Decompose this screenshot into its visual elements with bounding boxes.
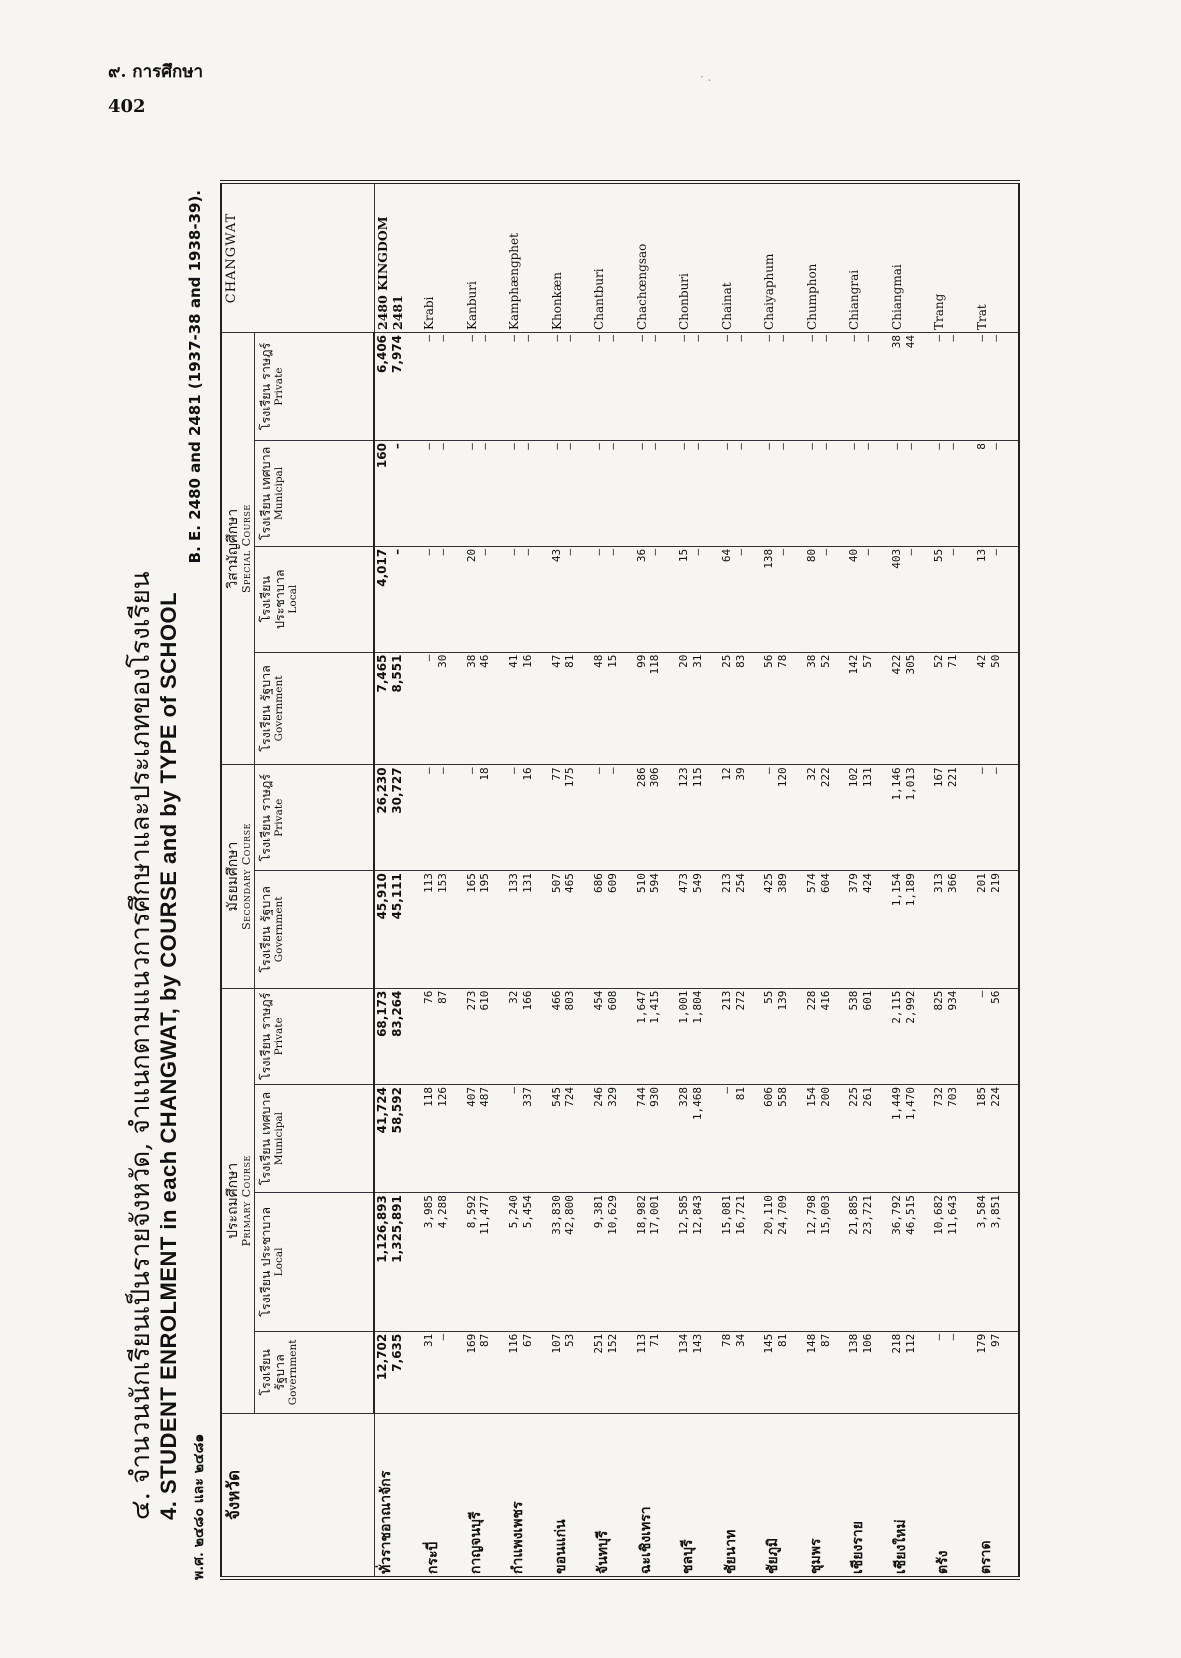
table-row [635,182,678,1578]
table-row [762,182,805,1578]
enrolment-value: 123 115 [677,765,720,871]
enrolment-value: 8 – [975,441,1019,547]
enrolment-value: 47 81 [550,652,593,765]
province-name-english: Trang [932,182,975,332]
secondary-course-header: มัธยมศึกษา Secondary Course [221,765,254,988]
enrolment-value: 26,230 30,727 [374,765,422,871]
enrolment-value: 422 305 [890,652,933,765]
enrolment-value: 38 52 [805,652,848,765]
enrolment-value: 68,173 83,264 [374,988,422,1084]
scan-speckle: · . [700,70,712,84]
province-name-english: Khonkæn [550,182,593,332]
enrolment-value: 213 254 [720,871,763,989]
enrolment-value: 218 112 [890,1331,933,1413]
enrolment-value: – – [422,332,465,440]
enrolment-value: 31 – [422,1331,465,1413]
enrolment-value: 48 15 [592,652,635,765]
enrolment-value: 165 195 [465,871,508,989]
table-title-thai: ๔. จำนวนนักเรียนเป็นรายจังหวัด, จำแนกตามแนวการศึกษาและประเภทของโรงเรียน [126,571,156,1520]
province-name-thai: กระบี่ [422,1414,465,1579]
enrolment-value: 41,724 58,592 [374,1085,422,1193]
enrolment-value: 138 – [762,546,805,652]
enrolment-value: – – [847,332,890,440]
enrolment-value: 45,910 45,111 [374,871,422,989]
enrolment-value: 113 153 [422,871,465,989]
enrolment-value: 407 487 [465,1085,508,1193]
enrolment-value: 113 71 [635,1331,678,1413]
enrolment-value: 134 143 [677,1331,720,1413]
enrolment-value: – – [507,332,550,440]
enrolment-value: 15,081 16,721 [720,1193,763,1332]
table-row [507,182,550,1578]
table-row [847,182,890,1578]
primary-course-header: ประถมศึกษา Primary Course [221,988,254,1413]
province-name-thai: กาญจนบุรี [465,1414,508,1579]
enrolment-value: 77 175 [550,765,593,871]
table-row [975,182,1019,1578]
enrolment-value: 251 152 [592,1331,635,1413]
province-name-english: Chaiyaphum [762,182,805,332]
enrolment-table [220,180,1020,1580]
enrolment-value: – – [975,765,1019,871]
table-row [465,182,508,1578]
enrolment-value: – – [932,332,975,440]
enrolment-value: 1,001 1,804 [677,988,720,1084]
page-number: 402 [108,96,146,117]
table-row [890,182,933,1578]
enrolment-value: 15 – [677,546,720,652]
enrolment-value: 99 118 [635,652,678,765]
enrolment-value: 686 609 [592,871,635,989]
enrolment-value: 1,126,893 1,325,891 [374,1193,422,1332]
enrolment-value: 20,110 24,709 [762,1193,805,1332]
enrolment-value: 138 106 [847,1331,890,1413]
enrolment-value: 41 16 [507,652,550,765]
province-name-thai: ชัยภูมิ [762,1414,805,1579]
enrolment-value: – – [762,441,805,547]
enrolment-value: – – [932,1331,975,1413]
enrolment-value: – 30 [422,652,465,765]
enrolment-value: 3,985 4,288 [422,1193,465,1332]
enrolment-value: 36,792 46,515 [890,1193,933,1332]
enrolment-value: 38 46 [465,652,508,765]
col-primary-private: โรงเรียน ราษฎร์ Private [254,988,374,1084]
enrolment-value: 606 558 [762,1085,805,1193]
enrolment-value: – – [890,441,933,547]
province-name-english: Trat [975,182,1019,332]
col-special-municipal: โรงเรียน เทศบาล Municipal [254,441,374,547]
enrolment-value: 403 – [890,546,933,652]
enrolment-value: 225 261 [847,1085,890,1193]
province-name-english: Chiangrai [847,182,890,332]
province-name-thai: ชลบุรี [677,1414,720,1579]
province-name-thai: ตรัง [932,1414,975,1579]
enrolment-value: 732 703 [932,1085,975,1193]
enrolment-value: – 81 [720,1085,763,1193]
enrolment-value: 454 608 [592,988,635,1084]
table-row [805,182,848,1578]
province-name-thai: กำแพงเพชร [507,1414,550,1579]
enrolment-value: – – [550,332,593,440]
enrolment-value: 228 416 [805,988,848,1084]
enrolment-value: – – [592,765,635,871]
enrolment-value: 78 34 [720,1331,763,1413]
table-row [592,182,635,1578]
col-primary-government: โรงเรียน รัฐบาล Government [254,1331,374,1413]
enrolment-value: 118 126 [422,1085,465,1193]
enrolment-value: 510 594 [635,871,678,989]
enrolment-value: 55 139 [762,988,805,1084]
enrolment-value: 1,647 1,415 [635,988,678,1084]
enrolment-value: – – [465,441,508,547]
enrolment-value: 12,585 12,843 [677,1193,720,1332]
enrolment-value: 80 – [805,546,848,652]
enrolment-value: 148 87 [805,1331,848,1413]
table-row [550,182,593,1578]
enrolment-value: 33,830 42,800 [550,1193,593,1332]
col-special-private: โรงเรียน ราษฎร์ Private [254,332,374,440]
enrolment-value: 466 803 [550,988,593,1084]
enrolment-value: 4,017 – [374,546,422,652]
enrolment-value: 507 465 [550,871,593,989]
province-name-english: Krabi [422,182,465,332]
table-title-english: 4. STUDENT ENROLMENT in each CHANGWAT, by COURSE and by TYPE of SCHOOL [156,591,181,1520]
province-name-thai: ชุมพร [805,1414,848,1579]
enrolment-value: 64 – [720,546,763,652]
enrolment-value: 12,798 15,003 [805,1193,848,1332]
enrolment-value: 102 131 [847,765,890,871]
table-row [374,182,422,1578]
enrolment-value: 7,465 8,551 [374,652,422,765]
enrolment-value: 40 – [847,546,890,652]
enrolment-value: – – [635,441,678,547]
enrolment-value: – – [720,441,763,547]
enrolment-value: – – [592,332,635,440]
enrolment-value: 744 930 [635,1085,678,1193]
province-english-header: CHANGWAT [221,182,374,332]
enrolment-value: 116 67 [507,1331,550,1413]
enrolment-value: – – [507,546,550,652]
enrolment-value: 55 – [932,546,975,652]
special-course-header: วิสามัญศึกษา Special Course [221,332,254,764]
province-name-thai: ตราด [975,1414,1019,1579]
enrolment-value: 2,115 2,992 [890,988,933,1084]
enrolment-value: 76 87 [422,988,465,1084]
enrolment-value: – – [805,441,848,547]
enrolment-value: 12,702 7,635 [374,1331,422,1413]
enrolment-value: – – [932,441,975,547]
enrolment-value: 6,406 7,974 [374,332,422,440]
year-english: B. E. 2480 and 2481 (1937-38 and 1938-39). [186,190,204,564]
enrolment-value: – – [422,765,465,871]
table-row [932,182,975,1578]
province-name-english: Kamphængphet [507,182,550,332]
col-special-local: โรงเรียน ประชาบาล Local [254,546,374,652]
enrolment-value: 246 329 [592,1085,635,1193]
enrolment-value: 185 224 [975,1085,1019,1193]
enrolment-value: 13 – [975,546,1019,652]
enrolment-value: – 16 [507,765,550,871]
enrolment-value: – – [550,441,593,547]
enrolment-value: 107 53 [550,1331,593,1413]
enrolment-value: 43 – [550,546,593,652]
province-name-english: 2480 KINGDOM 2481 [374,182,422,332]
table-row [422,182,465,1578]
col-special-government: โรงเรียน รัฐบาล Government [254,652,374,765]
enrolment-value: 36 – [635,546,678,652]
province-name-english: Chainat [720,182,763,332]
enrolment-value: 52 71 [932,652,975,765]
province-name-thai: จันทบุรี [592,1414,635,1579]
enrolment-value: – 18 [465,765,508,871]
enrolment-value: 25 83 [720,652,763,765]
enrolment-value: 574 604 [805,871,848,989]
enrolment-value: – – [635,332,678,440]
enrolment-value: 1,154 1,189 [890,871,933,989]
enrolment-value: – – [592,441,635,547]
enrolment-value: 313 366 [932,871,975,989]
enrolment-value: 179 97 [975,1331,1019,1413]
enrolment-value: 10,682 11,643 [932,1193,975,1332]
enrolment-value: 1,146 1,013 [890,765,933,871]
enrolment-value: – – [422,546,465,652]
col-primary-municipal: โรงเรียน เทศบาล Municipal [254,1085,374,1193]
table-body [374,182,1019,1578]
col-secondary-government: โรงเรียน รัฐบาล Government [254,871,374,989]
enrolment-value: 21,885 23,721 [847,1193,890,1332]
table-row [677,182,720,1578]
enrolment-value: 213 272 [720,988,763,1084]
section-header: ๙. การศึกษา [108,62,204,82]
enrolment-value: – – [805,332,848,440]
province-thai-header: จังหวัด [221,1414,374,1579]
province-name-english: Kanburi [465,182,508,332]
enrolment-value: 32 166 [507,988,550,1084]
rotated-table-page [120,80,1020,1580]
enrolment-value: – – [720,332,763,440]
enrolment-value: 286 306 [635,765,678,871]
province-name-english: Chiangmai [890,182,933,332]
enrolment-value: – 56 [975,988,1019,1084]
enrolment-value: 154 200 [805,1085,848,1193]
enrolment-value: 133 131 [507,871,550,989]
enrolment-value: 5,240 5,454 [507,1193,550,1332]
province-name-thai: ทั่วราชอาณาจักร [374,1414,422,1579]
enrolment-value: 9,381 10,629 [592,1193,635,1332]
enrolment-value: 328 1,468 [677,1085,720,1193]
col-secondary-private: โรงเรียน ราษฎร์ Private [254,765,374,871]
enrolment-value: 379 424 [847,871,890,989]
province-name-english: Chonburi [677,182,720,332]
enrolment-value: 32 222 [805,765,848,871]
province-name-thai: ขอนแก่น [550,1414,593,1579]
enrolment-value: – – [847,441,890,547]
enrolment-value: 473 549 [677,871,720,989]
province-name-thai: ชัยนาท [720,1414,763,1579]
enrolment-value: 8,592 11,477 [465,1193,508,1332]
enrolment-value: 425 389 [762,871,805,989]
table-row [720,182,763,1578]
enrolment-value: – – [422,441,465,547]
province-name-thai: เชียงราย [847,1414,890,1579]
enrolment-value: – – [677,332,720,440]
enrolment-value: – – [592,546,635,652]
enrolment-value: 18,982 17,001 [635,1193,678,1332]
enrolment-value: 20 – [465,546,508,652]
enrolment-value: – – [762,332,805,440]
enrolment-value: – 120 [762,765,805,871]
enrolment-value: 169 87 [465,1331,508,1413]
province-name-english: Chumphon [805,182,848,332]
enrolment-value: 1,449 1,470 [890,1085,933,1193]
enrolment-value: 3,584 3,851 [975,1193,1019,1332]
enrolment-value: 142 57 [847,652,890,765]
province-name-english: Chantburi [592,182,635,332]
enrolment-value: 20 31 [677,652,720,765]
enrolment-value: – – [507,441,550,547]
enrolment-value: 167 221 [932,765,975,871]
enrolment-value: 38 44 [890,332,933,440]
enrolment-value: 12 39 [720,765,763,871]
enrolment-value: 545 724 [550,1085,593,1193]
enrolment-value: – – [975,332,1019,440]
enrolment-value: – – [465,332,508,440]
enrolment-value: 145 81 [762,1331,805,1413]
enrolment-value: – 337 [507,1085,550,1193]
enrolment-value: 42 50 [975,652,1019,765]
enrolment-value: – – [677,441,720,547]
enrolment-value: 160 – [374,441,422,547]
year-thai: พ.ศ. ๒๔๘๐ และ ๒๔๘๑ [191,1433,207,1580]
province-name-english: Chachœngsao [635,182,678,332]
enrolment-value: 56 78 [762,652,805,765]
enrolment-value: 825 934 [932,988,975,1084]
enrolment-value: 201 219 [975,871,1019,989]
province-name-thai: เชียงใหม่ [890,1414,933,1579]
col-primary-local: โรงเรียน ประชาบาล Local [254,1193,374,1332]
province-name-thai: ฉะเชิงเทรา [635,1414,678,1579]
enrolment-value: 273 610 [465,988,508,1084]
enrolment-value: 538 601 [847,988,890,1084]
